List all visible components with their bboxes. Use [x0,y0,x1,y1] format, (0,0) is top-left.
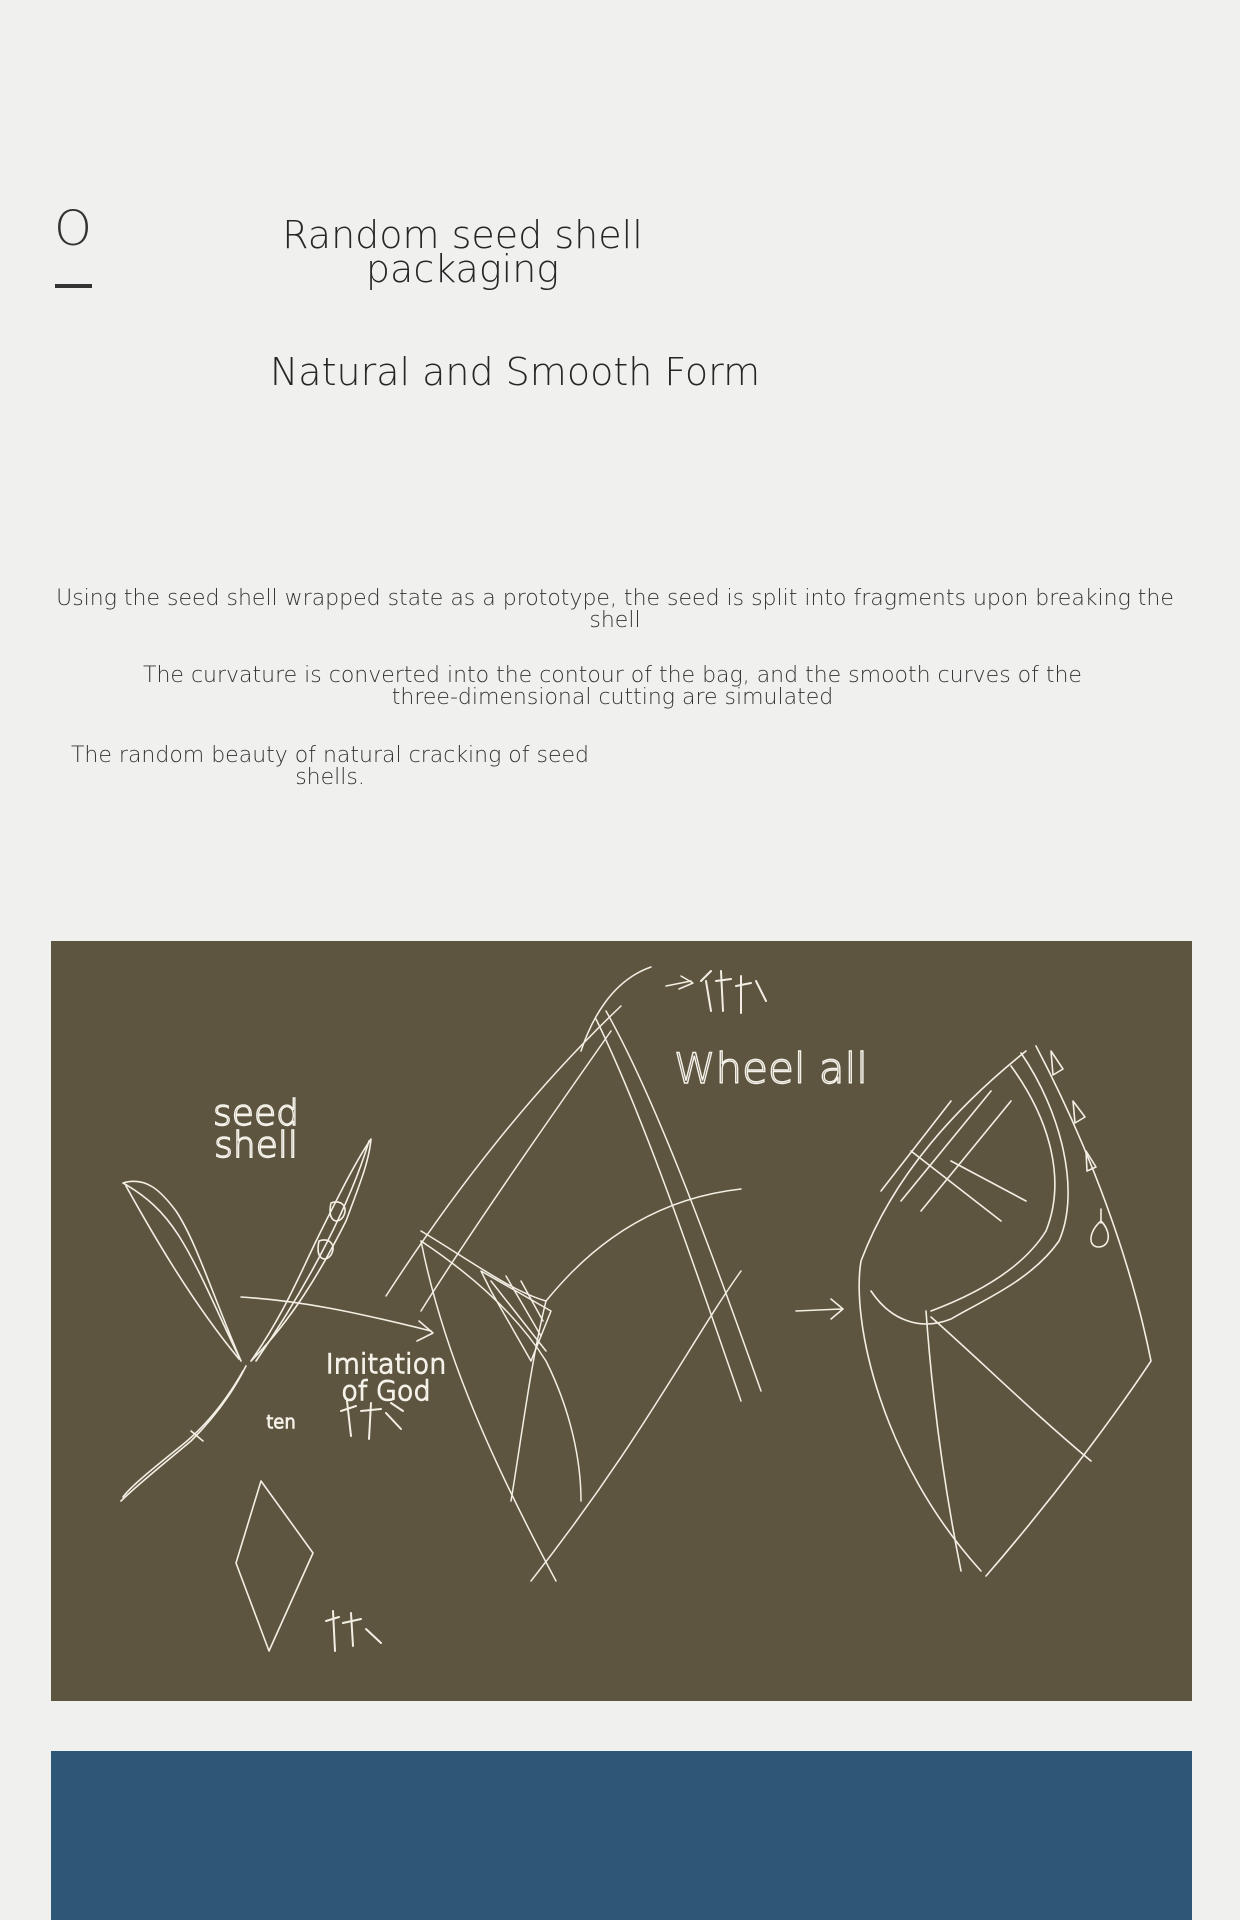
arrow-icon [796,1299,843,1319]
next-section-panel [51,1751,1192,1920]
description-paragraph-2: The curvature is converted into the contour of the bag, and the smooth curves of the three-dimensional cutting are simulated [143,663,1082,710]
section-number: O [54,201,92,257]
wheel-all-label: Wheel all [674,1044,868,1093]
section-number-dash [55,284,92,288]
ten-label: ten [266,1412,296,1433]
sketch-illustration [51,941,1192,1701]
imitation-of-god-label: Imitation of God [325,1349,447,1407]
pencil-sketch-drawing [51,941,1192,1701]
description-paragraph-3: The random beauty of natural cracking of seed shells. [70,743,590,790]
seed-shell-label: seed shell [213,1093,299,1166]
description-paragraph-1: Using the seed shell wrapped state as a prototype, the seed is split into fragments upon breaking the shell [56,586,1174,633]
page-title: Random seed shell packaging [282,213,643,291]
page-subtitle: Natural and Smooth Form [269,350,761,394]
bag-form-sketch [859,1046,1151,1576]
